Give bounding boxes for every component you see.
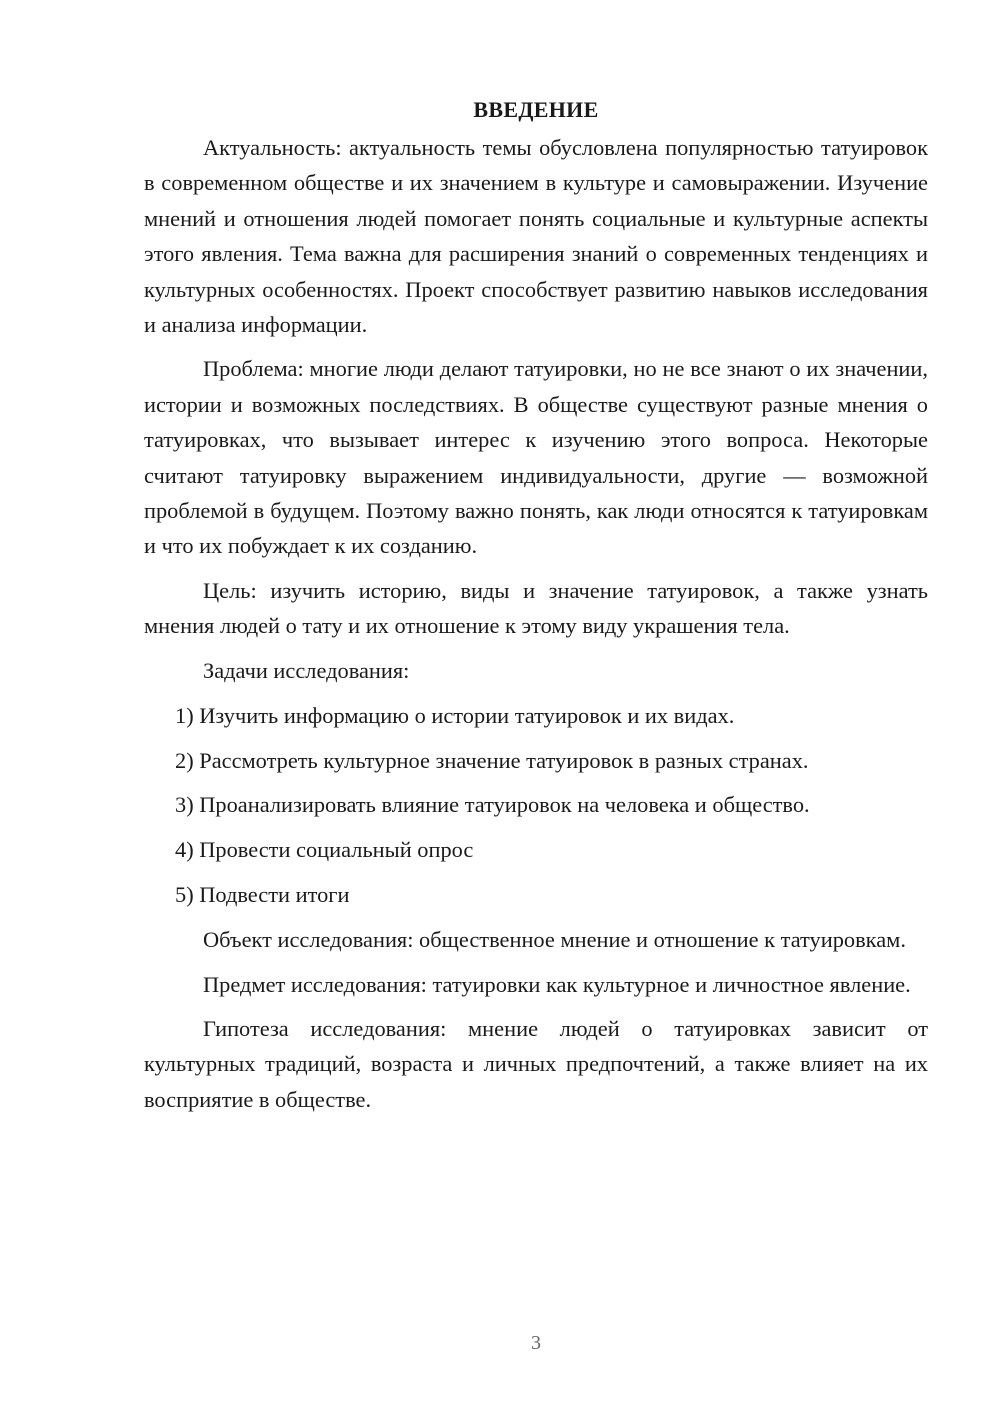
paragraph-relevance: Актуальность: актуальность темы обусловлена популярностью татуировок в современном обществе и их значением в культуре и самовыражении. Изучение мнений и отношения людей помогает понять социальные и культурные аспекты этого явления. Тема важна для расширения знаний о современных тенденциях и культурных особенностях. Проект способствует развитию навыков исследования и анализа информации. <box>144 135 928 338</box>
document-page <box>144 92 928 1126</box>
list-item: 3) Проанализировать влияние татуировок на человека и общество. <box>175 792 810 818</box>
paragraph-object: Объект исследования: общественное мнение и отношение к татуировкам. <box>203 927 906 953</box>
paragraph-hypothesis: Гипотеза исследования: мнение людей о татуировках зависит от культурных традиций, возраста и личных предпочтений, а также влияет на их восприятие в обществе. <box>144 1015 928 1112</box>
list-item: 2) Рассмотреть культурное значение татуировок в разных странах. <box>175 747 809 773</box>
list-item: 5) Подвести итоги <box>175 882 350 908</box>
page-number: 3 <box>531 1332 541 1354</box>
paragraph-subject: Предмет исследования: татуировки как культурное и личностное явление. <box>203 971 911 997</box>
paragraph-goal: Цель: изучить историю, виды и значение татуировок, а также узнать мнения людей о тату и их отношение к этому виду украшения тела. <box>144 577 928 639</box>
paragraph-problem: Проблема: многие люди делают татуировки, но не все знают о их значении, истории и возможных последствиях. В обществе существуют разные мнения о татуировках, что вызывает интерес к изучению этого вопроса. Некоторые считают татуировку выражением индивидуальности, другие — возможной проблемой в будущем. Поэтому важно понять, как люди относятся к татуировкам и что их побуждает к их созданию. <box>144 356 928 559</box>
tasks-heading: Задачи исследования: <box>203 657 410 683</box>
tasks-list <box>144 698 928 913</box>
list-item: 4) Провести социальный опрос <box>175 837 474 863</box>
page-title: ВВЕДЕНИЕ <box>473 97 599 122</box>
list-item: 1) Изучить информацию о истории татуировок и их видах. <box>175 702 735 728</box>
